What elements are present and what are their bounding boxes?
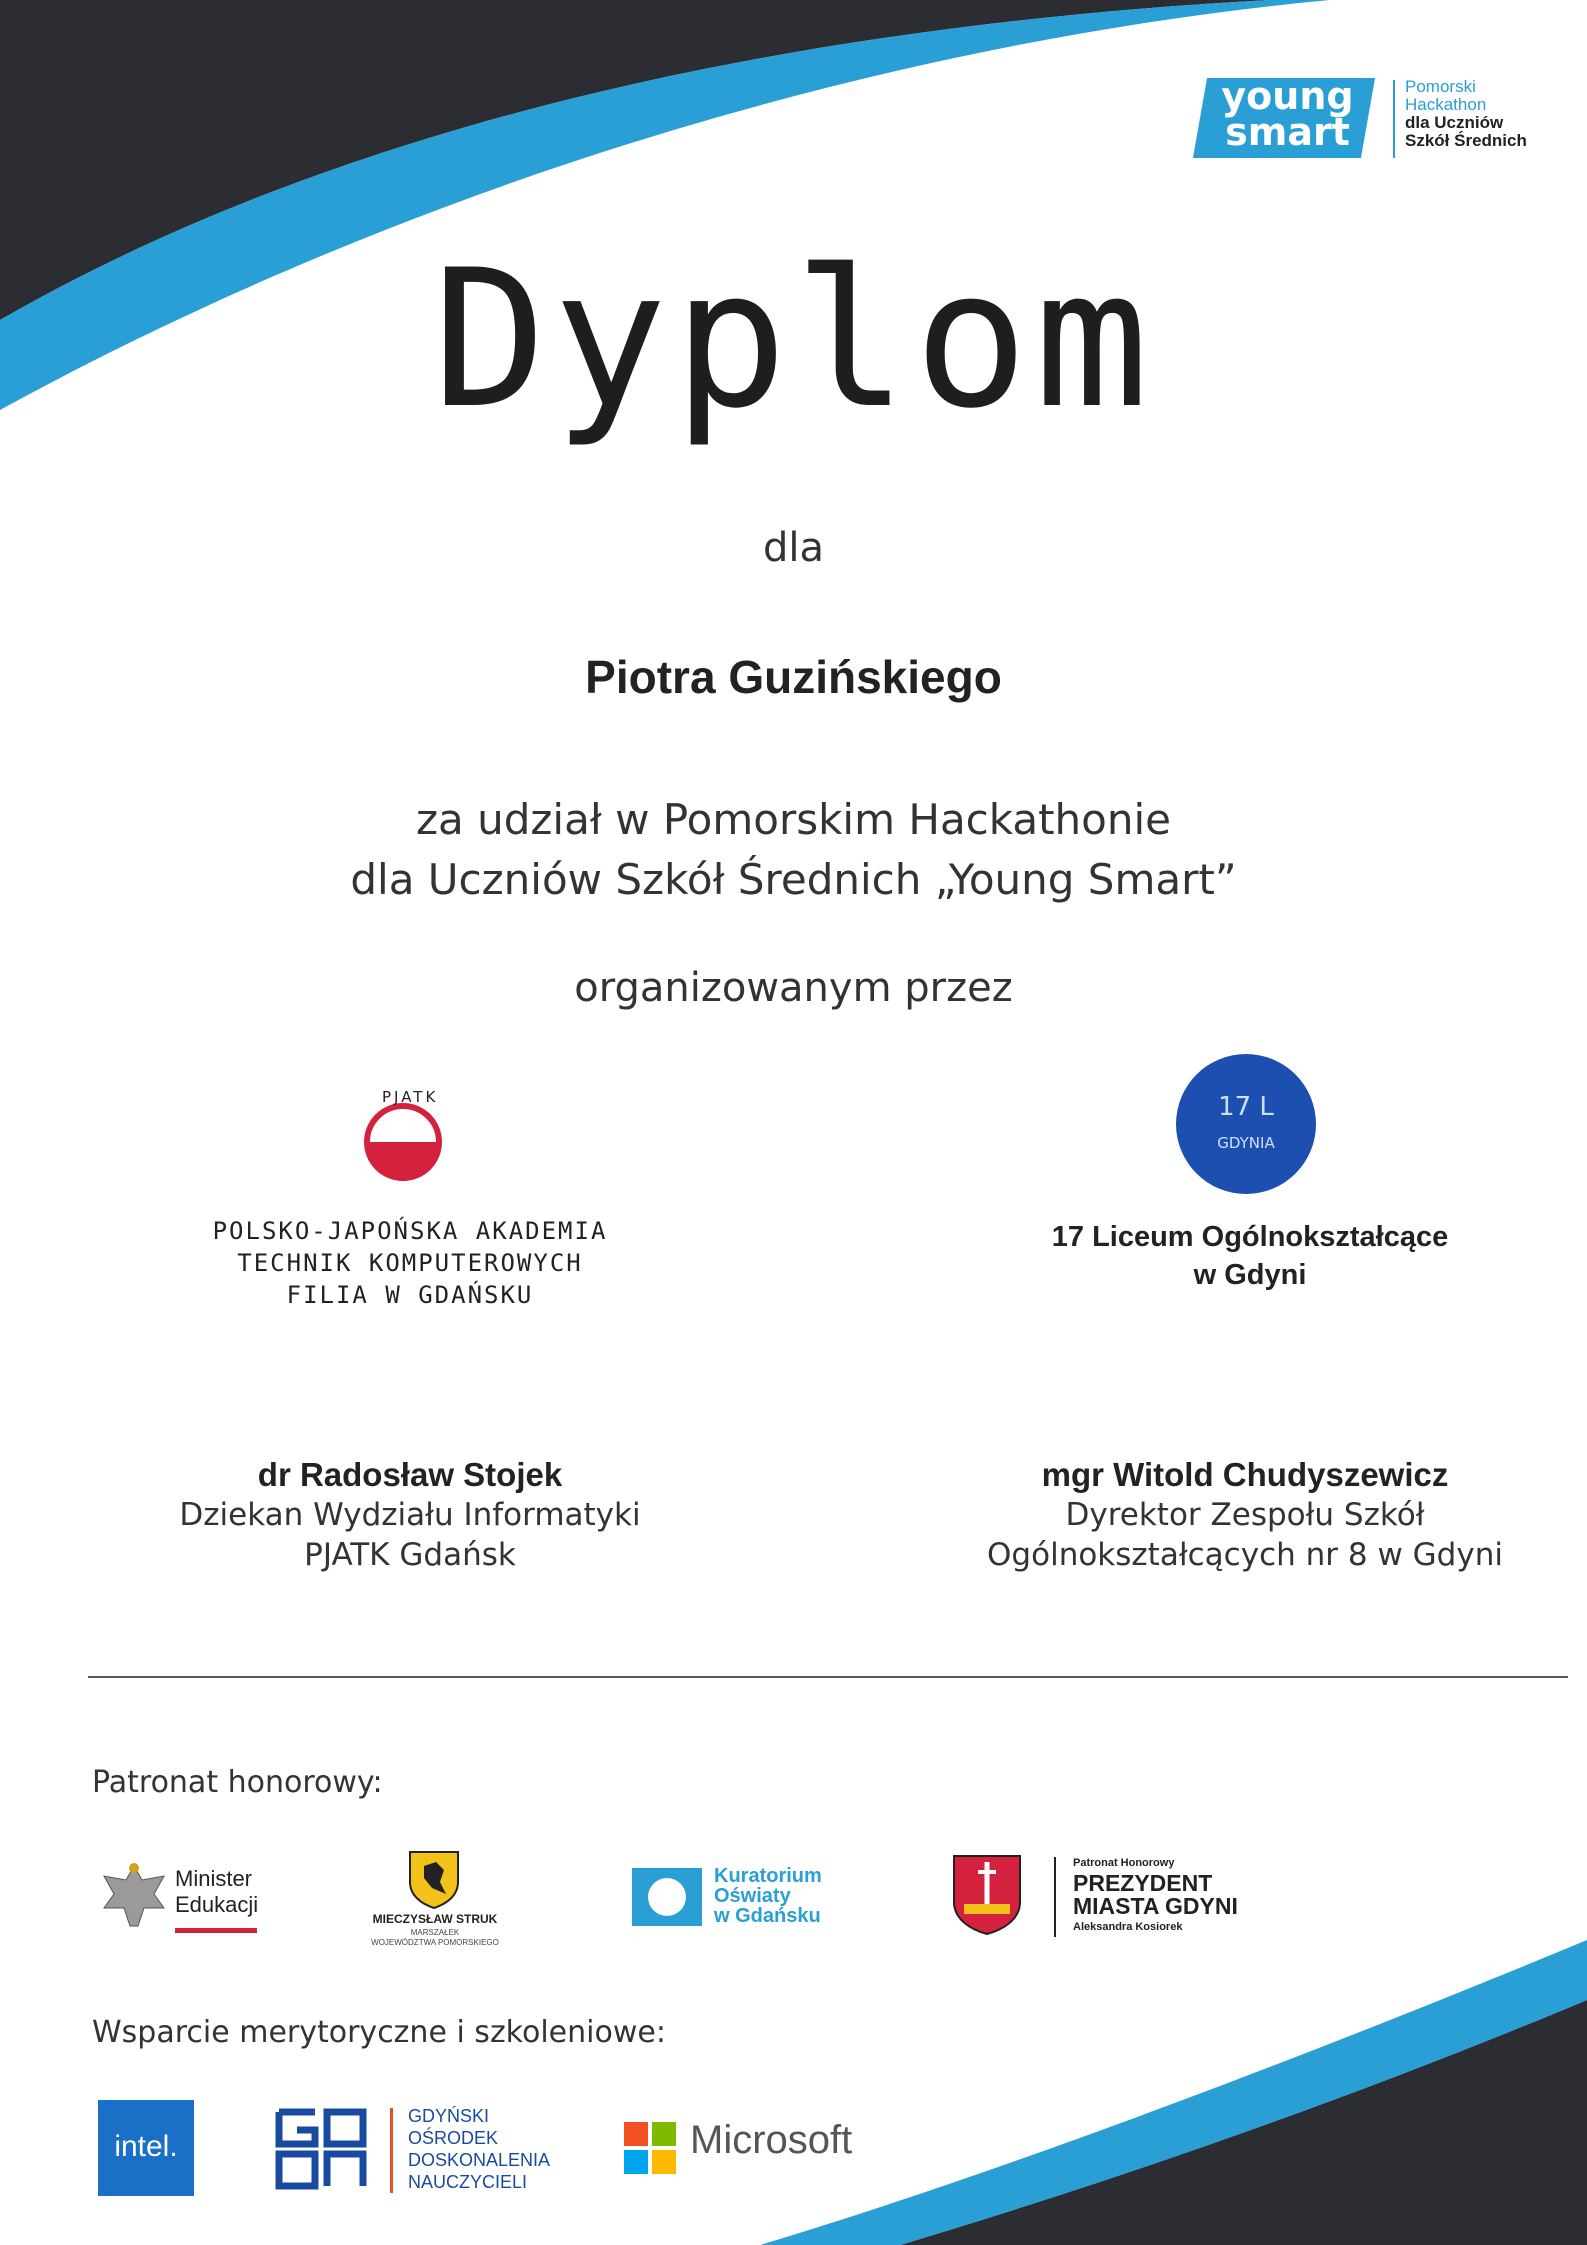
lo17-name-line: 17 Liceum Ogólnokształcące — [1051, 1221, 1449, 1253]
lo17-logo-city: GDYNIA — [1217, 1134, 1275, 1152]
president-patronage-label: Patronat Honorowy — [1073, 1857, 1175, 1869]
caption-line: Pomorski — [1405, 77, 1476, 96]
reason-line: dla Uczniów Szkół Średnich „Young Smart” — [350, 855, 1237, 904]
pjatk-name-line: POLSKO-JAPOŃSKA AKADEMIA — [212, 1217, 608, 1245]
kuratorium-logo-icon — [626, 1862, 708, 1932]
president-name: Aleksandra Kosiorek — [1073, 1921, 1183, 1933]
brand-line-smart: smart — [1225, 110, 1350, 154]
honorary-patronage-label: Patronat honorowy: — [92, 1765, 383, 1800]
president-divider — [1054, 1857, 1056, 1937]
support-label: Wsparcie merytoryczne i szkoleniowe: — [92, 2015, 666, 2050]
lo17-name — [1000, 1218, 1500, 1294]
pjatk-name — [150, 1215, 670, 1311]
signatory-name: dr Radosław Stojek — [257, 1456, 563, 1493]
lo17-logo-number: 17 L — [1218, 1092, 1274, 1122]
divider-line — [88, 1676, 1568, 1678]
minister-label — [175, 1866, 258, 1918]
lo17-logo — [1176, 1054, 1316, 1194]
reason-line: za udział w Pomorskim Hackathonie — [415, 795, 1172, 844]
recipient-name: Piotra Guzińskiego — [585, 651, 1002, 703]
president-title — [1073, 1872, 1238, 1918]
marshal-role-line: MARSZAŁEK — [410, 1928, 460, 1937]
godn-line: OŚRODEK — [408, 2128, 499, 2148]
signatory-role: PJATK Gdańsk — [304, 1537, 516, 1573]
signatory-role: Ogólnokształcących nr 8 w Gdyni — [987, 1537, 1503, 1573]
gdynia-crest-icon — [950, 1852, 1024, 1938]
president-line: PREZYDENT — [1073, 1870, 1213, 1896]
kuratorium-line: w Gdańsku — [714, 1905, 821, 1927]
godn-logo-icon — [275, 2108, 367, 2190]
godn-line: DOSKONALENIA — [408, 2150, 551, 2170]
godn-name — [408, 2105, 550, 2193]
pjatk-name-line: FILIA W GDAŃSKU — [286, 1281, 534, 1309]
intel-logo-text: intel. — [114, 2130, 178, 2163]
marshal-role — [340, 1928, 530, 1948]
signatory-name: mgr Witold Chudyszewicz — [1041, 1456, 1449, 1493]
signature-block-right — [935, 1455, 1555, 1575]
award-reason — [0, 790, 1587, 910]
lo17-name-line: w Gdyni — [1193, 1259, 1307, 1291]
microsoft-logo-icon — [624, 2122, 676, 2174]
president-line: MIASTA GDYNI — [1073, 1893, 1238, 1919]
marshal-role-line: WOJEWÓDZTWA POMORSKIEGO — [371, 1938, 499, 1947]
pjatk-name-line: TECHNIK KOMPUTEROWYCH — [237, 1249, 583, 1277]
eagle-icon — [98, 1858, 170, 1934]
marshal-name: MIECZYSŁAW STRUK — [372, 1912, 498, 1926]
pjatk-logo — [330, 1080, 480, 1210]
kuratorium-line: Oświaty — [714, 1885, 791, 1907]
minister-line: Edukacji — [175, 1892, 259, 1917]
godn-line: GDYŃSKI — [408, 2106, 490, 2126]
kuratorium-line: Kuratorium — [714, 1865, 822, 1887]
godn-divider — [390, 2108, 393, 2193]
pjatk-seal-text: PJATK — [382, 1088, 439, 1106]
diploma-title: Dyplom — [432, 229, 1155, 450]
hackathon-caption — [1405, 78, 1527, 150]
caption-line: dla Uczniów — [1405, 113, 1504, 132]
signatory-role: Dziekan Wydziału Informatyki — [179, 1497, 641, 1533]
organized-by-label: organizowanym przez — [574, 965, 1013, 1011]
pomorskie-crest-icon — [406, 1848, 462, 1910]
young-smart-logo-text — [1215, 74, 1360, 154]
signatory-role: Dyrektor Zespołu Szkół — [1065, 1497, 1425, 1533]
minister-line: Minister — [175, 1866, 253, 1891]
signature-block-left — [100, 1455, 720, 1575]
godn-line: NAUCZYCIELI — [408, 2172, 528, 2192]
kuratorium-label — [714, 1866, 822, 1926]
brand-line-young: young — [1221, 74, 1354, 118]
minister-red-bar — [175, 1928, 257, 1933]
for-label: dla — [762, 525, 824, 571]
logo-divider — [1393, 80, 1395, 158]
caption-line: Szkół Średnich — [1405, 131, 1527, 150]
microsoft-logo-text: Microsoft — [690, 2118, 853, 2162]
caption-line: Hackathon — [1405, 95, 1487, 114]
